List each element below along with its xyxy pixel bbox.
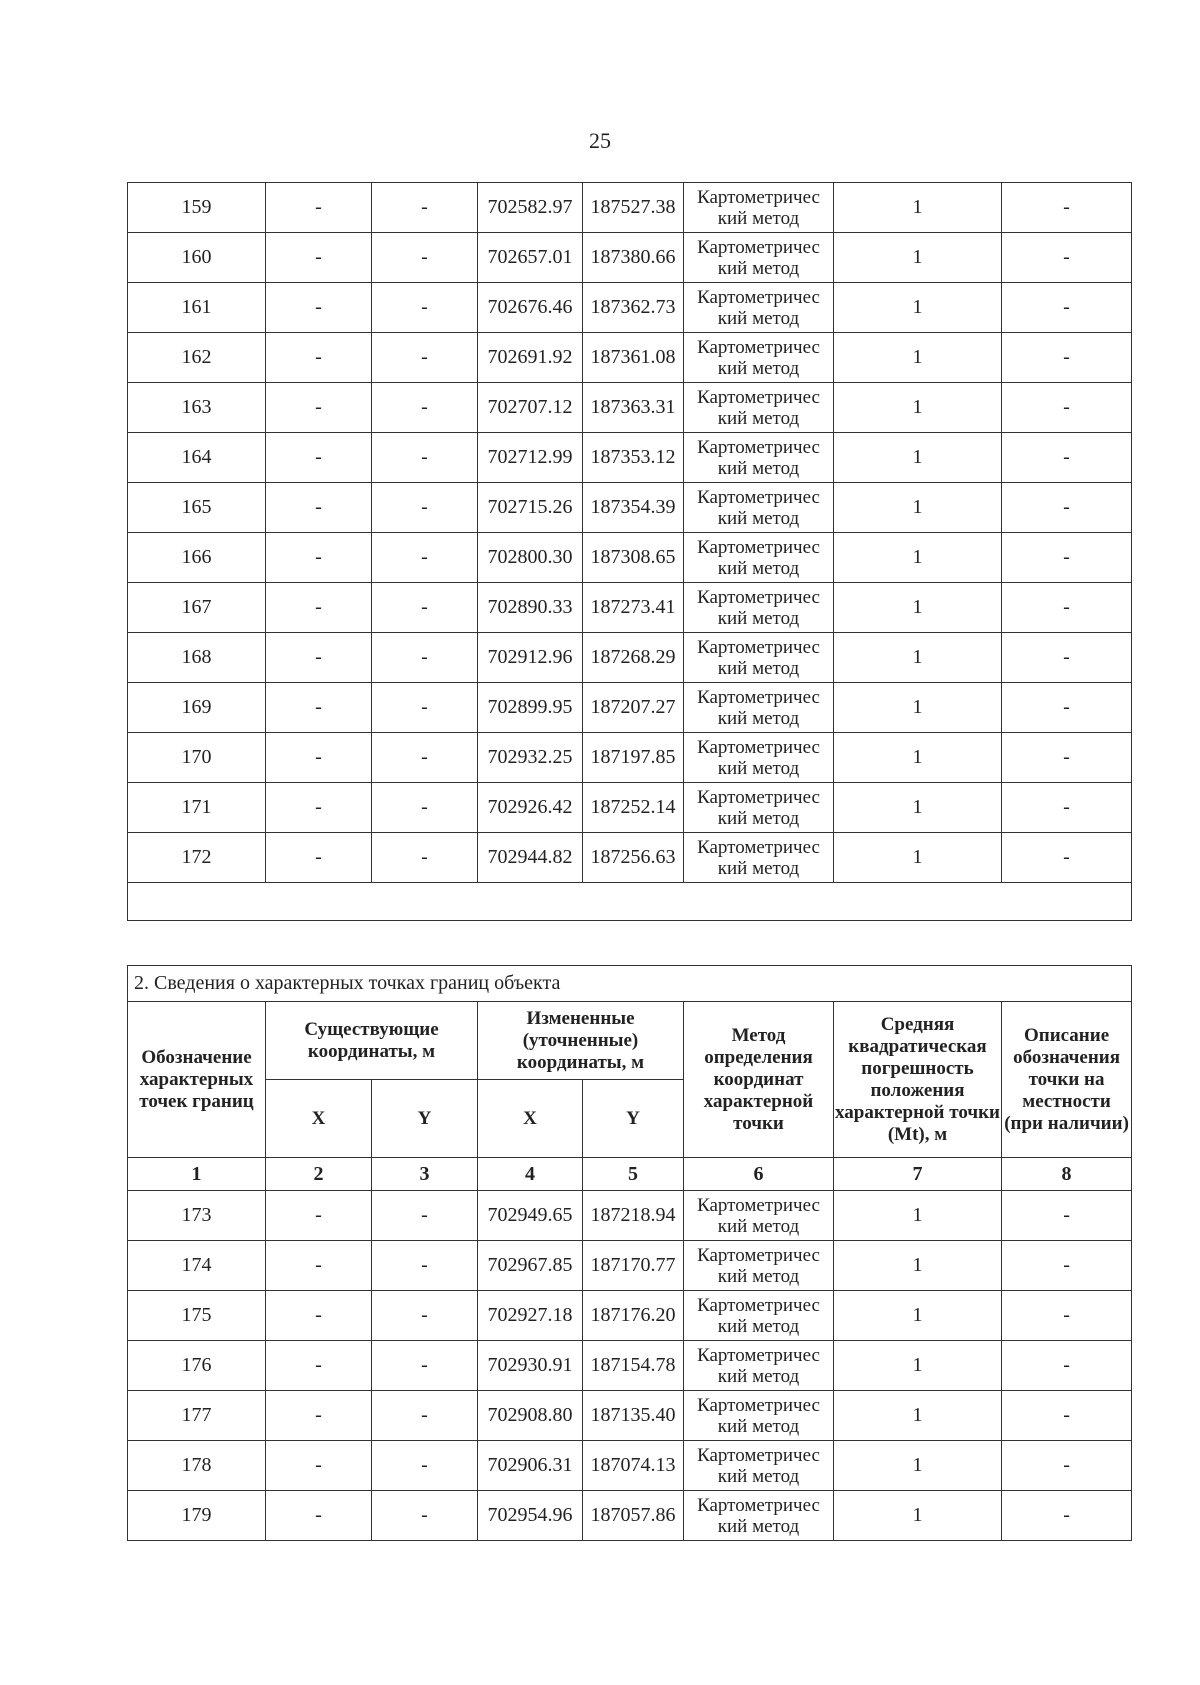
method-cell: Картометричес кий метод [684,633,834,683]
table-row [128,1391,1132,1441]
boundary-points-table [127,965,1132,1541]
table-row [128,283,1132,333]
method-cell: Картометричес кий метод [684,1491,834,1541]
description-cell: - [1002,733,1132,783]
existing-y-cell: - [372,583,478,633]
page-number: 25 [589,128,611,153]
changed-x-cell: 702657.01 [478,233,583,283]
existing-y-cell: - [372,733,478,783]
table-row [128,433,1132,483]
existing-y-cell: - [372,283,478,333]
changed-x-cell: 702800.30 [478,533,583,583]
changed-y-cell: 187197.85 [583,733,684,783]
table-row [128,533,1132,583]
empty-row [128,883,1132,921]
method-cell: Картометричес кий метод [684,733,834,783]
changed-x-cell: 702954.96 [478,1491,583,1541]
accuracy-cell: 1 [834,1491,1002,1541]
changed-y-cell: 187273.41 [583,583,684,633]
description-cell: - [1002,183,1132,233]
method-cell: Картометричес кий метод [684,233,834,283]
method-cell: Картометричес кий метод [684,1291,834,1341]
description-cell: - [1002,583,1132,633]
accuracy-cell: 1 [834,633,1002,683]
description-cell: - [1002,1241,1132,1291]
table-row [128,483,1132,533]
existing-y-cell: - [372,1241,478,1291]
changed-y-cell: 187252.14 [583,783,684,833]
changed-y-cell: 187218.94 [583,1191,684,1241]
changed-x-cell: 702582.97 [478,183,583,233]
existing-y-cell: - [372,633,478,683]
method-cell: Картометричес кий метод [684,1191,834,1241]
table-row [128,333,1132,383]
header-designation: Обозначение характерных точек границ [128,1002,266,1158]
changed-x-cell: 702899.95 [478,683,583,733]
changed-y-cell: 187380.66 [583,233,684,283]
existing-y-cell: - [372,683,478,733]
accuracy-cell: 1 [834,433,1002,483]
coordinates-table-continued [127,182,1132,921]
point-id-cell: 166 [128,533,266,583]
method-cell: Картометричес кий метод [684,283,834,333]
changed-y-cell: 187207.27 [583,683,684,733]
existing-y-cell: - [372,1441,478,1491]
column-number: 4 [478,1158,583,1191]
changed-x-cell: 702926.42 [478,783,583,833]
table-row [128,1191,1132,1241]
accuracy-cell: 1 [834,1241,1002,1291]
existing-x-cell: - [266,633,372,683]
column-number: 7 [834,1158,1002,1191]
existing-x-cell: - [266,783,372,833]
header-existing-coordinates: Существующие координаты, м [266,1002,478,1080]
changed-y-cell: 187176.20 [583,1291,684,1341]
point-id-cell: 178 [128,1441,266,1491]
boundary-points-table-body [128,1191,1132,1541]
existing-y-cell: - [372,333,478,383]
column-number: 2 [266,1158,372,1191]
changed-y-cell: 187135.40 [583,1391,684,1441]
point-id-cell: 160 [128,233,266,283]
description-cell: - [1002,633,1132,683]
table-row [128,1291,1132,1341]
changed-x-cell: 702908.80 [478,1391,583,1441]
method-cell: Картометричес кий метод [684,433,834,483]
accuracy-cell: 1 [834,483,1002,533]
description-cell: - [1002,333,1132,383]
point-id-cell: 159 [128,183,266,233]
table-row [128,833,1132,883]
point-id-cell: 161 [128,283,266,333]
existing-y-cell: - [372,1191,478,1241]
changed-y-cell: 187308.65 [583,533,684,583]
point-id-cell: 165 [128,483,266,533]
existing-y-cell: - [372,233,478,283]
changed-y-cell: 187170.77 [583,1241,684,1291]
accuracy-cell: 1 [834,683,1002,733]
description-cell: - [1002,483,1132,533]
description-cell: - [1002,383,1132,433]
method-cell: Картометричес кий метод [684,1441,834,1491]
accuracy-cell: 1 [834,833,1002,883]
table-row [128,1341,1132,1391]
existing-x-cell: - [266,183,372,233]
point-id-cell: 170 [128,733,266,783]
method-cell: Картометричес кий метод [684,683,834,733]
accuracy-cell: 1 [834,1441,1002,1491]
changed-y-cell: 187361.08 [583,333,684,383]
accuracy-cell: 1 [834,183,1002,233]
header-existing-y: Y [372,1080,478,1158]
changed-y-cell: 187074.13 [583,1441,684,1491]
accuracy-cell: 1 [834,533,1002,583]
accuracy-cell: 1 [834,1391,1002,1441]
existing-y-cell: - [372,1491,478,1541]
existing-y-cell: - [372,533,478,583]
changed-y-cell: 187057.86 [583,1491,684,1541]
existing-x-cell: - [266,533,372,583]
method-cell: Картометричес кий метод [684,1241,834,1291]
existing-y-cell: - [372,1341,478,1391]
column-number: 8 [1002,1158,1132,1191]
method-cell: Картометричес кий метод [684,583,834,633]
point-id-cell: 169 [128,683,266,733]
header-changed-coordinates: Измененные (уточненные) координаты, м [478,1002,684,1080]
description-cell: - [1002,1441,1132,1491]
description-cell: - [1002,1491,1132,1541]
existing-x-cell: - [266,233,372,283]
point-id-cell: 163 [128,383,266,433]
method-cell: Картометричес кий метод [684,483,834,533]
accuracy-cell: 1 [834,583,1002,633]
existing-y-cell: - [372,483,478,533]
column-numbers-row [128,1158,1132,1191]
table-row [128,233,1132,283]
changed-x-cell: 702906.31 [478,1441,583,1491]
accuracy-cell: 1 [834,233,1002,283]
existing-x-cell: - [266,483,372,533]
existing-y-cell: - [372,1391,478,1441]
method-cell: Картометричес кий метод [684,1391,834,1441]
existing-x-cell: - [266,1391,372,1441]
changed-y-cell: 187363.31 [583,383,684,433]
point-id-cell: 172 [128,833,266,883]
header-accuracy: Средняя квадратическая погрешность положения характерной точки (Mt), м [834,1002,1002,1158]
header-changed-x: X [478,1080,583,1158]
point-id-cell: 168 [128,633,266,683]
changed-y-cell: 187268.29 [583,633,684,683]
description-cell: - [1002,683,1132,733]
existing-y-cell: - [372,433,478,483]
existing-x-cell: - [266,1241,372,1291]
point-id-cell: 175 [128,1291,266,1341]
method-cell: Картометричес кий метод [684,1341,834,1391]
existing-x-cell: - [266,383,372,433]
changed-x-cell: 702676.46 [478,283,583,333]
column-number: 6 [684,1158,834,1191]
changed-y-cell: 187154.78 [583,1341,684,1391]
accuracy-cell: 1 [834,1291,1002,1341]
point-id-cell: 174 [128,1241,266,1291]
header-description: Описание обозначения точки на местности (при наличии) [1002,1002,1132,1158]
existing-x-cell: - [266,733,372,783]
description-cell: - [1002,1391,1132,1441]
point-id-cell: 176 [128,1341,266,1391]
description-cell: - [1002,433,1132,483]
existing-x-cell: - [266,1341,372,1391]
existing-x-cell: - [266,1491,372,1541]
existing-x-cell: - [266,333,372,383]
section-title-row [128,966,1132,1002]
existing-x-cell: - [266,1441,372,1491]
existing-y-cell: - [372,183,478,233]
method-cell: Картометричес кий метод [684,533,834,583]
column-number: 3 [372,1158,478,1191]
point-id-cell: 171 [128,783,266,833]
accuracy-cell: 1 [834,283,1002,333]
header-method: Метод определения координат характерной точки [684,1002,834,1158]
description-cell: - [1002,233,1132,283]
method-cell: Картометричес кий метод [684,183,834,233]
description-cell: - [1002,1341,1132,1391]
coordinates-table-body [128,183,1132,921]
table-row [128,383,1132,433]
existing-y-cell: - [372,833,478,883]
existing-x-cell: - [266,283,372,333]
changed-y-cell: 187353.12 [583,433,684,483]
table-row [128,1241,1132,1291]
description-cell: - [1002,1291,1132,1341]
changed-y-cell: 187256.63 [583,833,684,883]
point-id-cell: 162 [128,333,266,383]
changed-x-cell: 702712.99 [478,433,583,483]
changed-y-cell: 187527.38 [583,183,684,233]
existing-y-cell: - [372,783,478,833]
description-cell: - [1002,283,1132,333]
existing-x-cell: - [266,833,372,883]
changed-x-cell: 702967.85 [478,1241,583,1291]
table-row [128,1491,1132,1541]
changed-x-cell: 702890.33 [478,583,583,633]
table-row [128,183,1132,233]
column-number: 5 [583,1158,684,1191]
column-number: 1 [128,1158,266,1191]
accuracy-cell: 1 [834,733,1002,783]
changed-x-cell: 702707.12 [478,383,583,433]
accuracy-cell: 1 [834,383,1002,433]
table-row [128,633,1132,683]
empty-cell [128,883,1132,921]
changed-x-cell: 702930.91 [478,1341,583,1391]
existing-x-cell: - [266,683,372,733]
changed-x-cell: 702944.82 [478,833,583,883]
method-cell: Картометричес кий метод [684,783,834,833]
description-cell: - [1002,783,1132,833]
point-id-cell: 164 [128,433,266,483]
changed-x-cell: 702949.65 [478,1191,583,1241]
method-cell: Картометричес кий метод [684,383,834,433]
description-cell: - [1002,533,1132,583]
section-title: 2. Сведения о характерных точках границ объекта [128,966,1132,1002]
changed-x-cell: 702715.26 [478,483,583,533]
header-row [128,1002,1132,1080]
table-row [128,583,1132,633]
accuracy-cell: 1 [834,783,1002,833]
changed-x-cell: 702912.96 [478,633,583,683]
changed-x-cell: 702927.18 [478,1291,583,1341]
table-row [128,733,1132,783]
description-cell: - [1002,833,1132,883]
accuracy-cell: 1 [834,1341,1002,1391]
changed-y-cell: 187362.73 [583,283,684,333]
existing-x-cell: - [266,433,372,483]
table-row [128,683,1132,733]
header-changed-y: Y [583,1080,684,1158]
existing-x-cell: - [266,1191,372,1241]
existing-x-cell: - [266,583,372,633]
point-id-cell: 179 [128,1491,266,1541]
table-row [128,783,1132,833]
existing-y-cell: - [372,383,478,433]
description-cell: - [1002,1191,1132,1241]
existing-y-cell: - [372,1291,478,1341]
point-id-cell: 167 [128,583,266,633]
accuracy-cell: 1 [834,1191,1002,1241]
method-cell: Картометричес кий метод [684,833,834,883]
method-cell: Картометричес кий метод [684,333,834,383]
changed-x-cell: 702932.25 [478,733,583,783]
point-id-cell: 173 [128,1191,266,1241]
table-row [128,1441,1132,1491]
point-id-cell: 177 [128,1391,266,1441]
existing-x-cell: - [266,1291,372,1341]
header-existing-x: X [266,1080,372,1158]
accuracy-cell: 1 [834,333,1002,383]
changed-y-cell: 187354.39 [583,483,684,533]
changed-x-cell: 702691.92 [478,333,583,383]
